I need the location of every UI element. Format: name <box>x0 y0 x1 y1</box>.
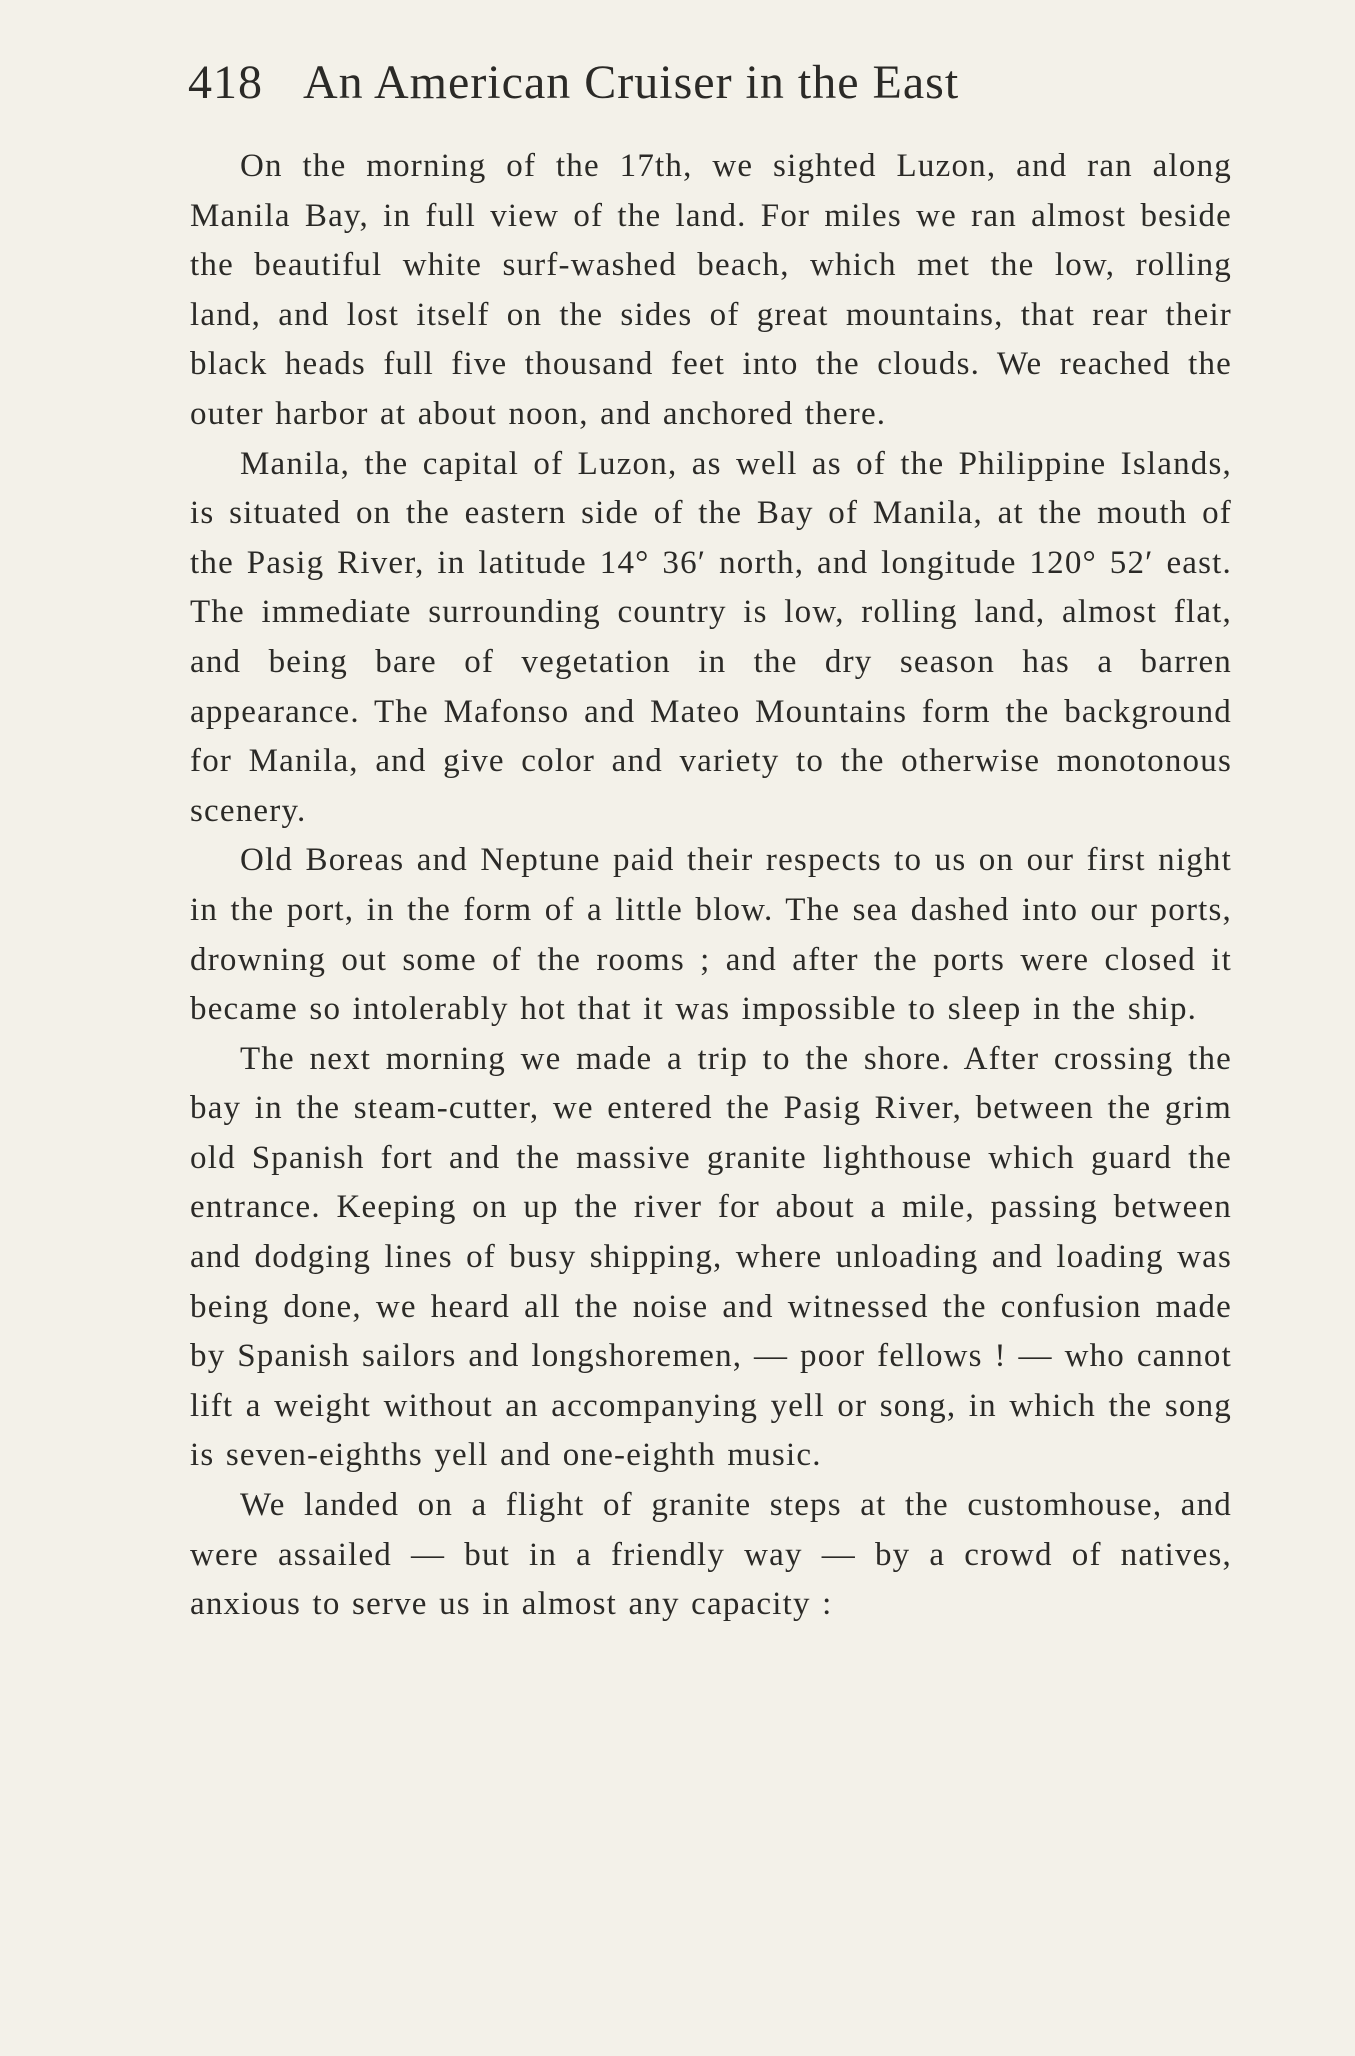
paragraph: We landed on a flight of granite steps at the customhouse, and were assailed — but in a friendly way — by a crowd of natives, anxious to serve us in almost any capacity : <box>190 1487 1232 1623</box>
body-text <box>190 142 1232 1630</box>
running-title: An American Cruiser in the East <box>303 56 960 109</box>
running-head <box>188 48 1188 118</box>
page-number: 418 <box>188 56 263 109</box>
paragraph: On the morning of the 17th, we sighted Luzon, and ran along Manila Bay, in full view of the land. For miles we ran almost beside the beautiful white surf-washed beach, which met the low, rolling land, and lost itself on the sides of great mountains, that rear their black heads full five thousand feet into the clouds. We reached the outer harbor at about noon, and anchored there. <box>190 148 1232 432</box>
paragraph: Old Boreas and Neptune paid their respects to us on our first night in the port, in the form of a little blow. The sea dashed into our ports, drowning out some of the rooms ; and after the ports were closed it became so intolerably hot that it was impossible to sleep in the ship. <box>190 842 1232 1028</box>
paragraph: The next morning we made a trip to the shore. After crossing the bay in the steam-cutter, we entered the Pasig River, between the grim old Spanish fort and the massive granite lighthouse which guard the entrance. Keeping on up the river for about a mile, passing between and dodging lines of busy shipping, where unloading and loading was being done, we heard all the noise and witnessed the confusion made by Spanish sailors and longshoremen, — poor fellows ! — who cannot lift a weight without an accompanying yell or song, in which the song is seven-eighths yell and one-eighth music. <box>190 1040 1232 1474</box>
paragraph: Manila, the capital of Luzon, as well as of the Philippine Islands, is situated on the eastern side of the Bay of Manila, at the mouth of the Pasig River, in latitude 14° 36′ north, and longitude 120° 52′ east. The immediate surrounding country is low, rolling land, almost flat, and being bare of vegetation in the dry season has a barren appearance. The Mafonso and Mateo Mountains form the background for Manila, and give color and variety to the otherwise monotonous scenery. <box>190 445 1232 829</box>
